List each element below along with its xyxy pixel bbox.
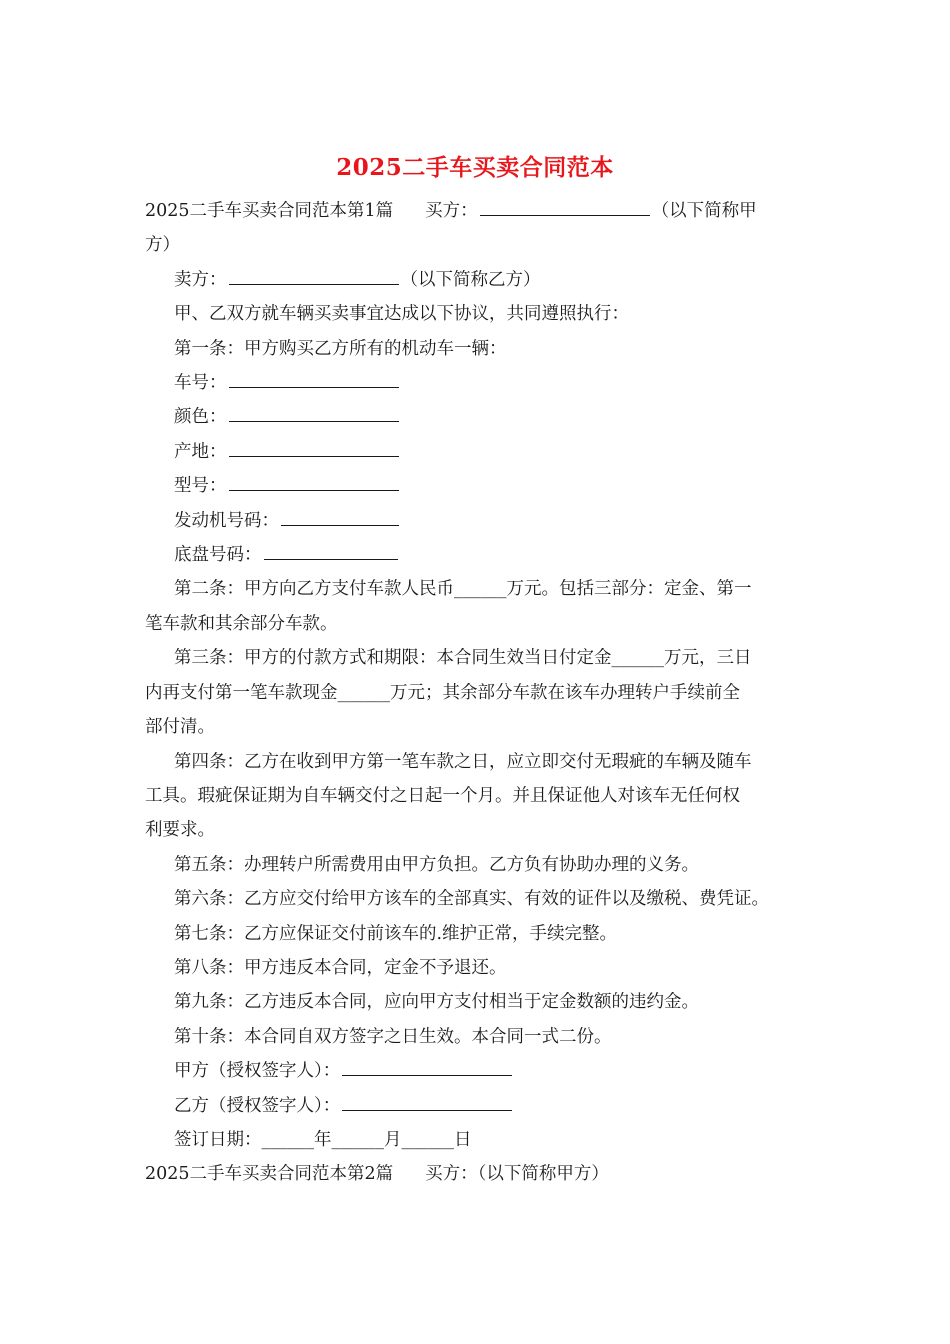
contract-line <box>145 366 820 400</box>
line-text: 产地： <box>174 441 227 462</box>
contract-line <box>145 813 820 847</box>
contract-line <box>145 263 820 297</box>
line-text: 部付清。 <box>145 717 215 738</box>
line-text: 第二条：甲方向乙方支付车款人民币______万元。包括三部分：定金、第一 <box>174 579 752 600</box>
contract-line <box>145 1020 820 1054</box>
contract-line <box>145 1054 820 1088</box>
contract-line <box>145 745 820 779</box>
line-text: 发动机号码： <box>174 510 279 531</box>
line-text: 第八条：甲方违反本合同，定金不予退还。 <box>174 957 507 978</box>
line-text: 卖方： <box>174 269 227 290</box>
contract-body <box>145 194 820 1192</box>
line-text: 第七条：乙方应保证交付前该车的.维护正常，手续完整。 <box>174 923 618 944</box>
contract-line <box>145 504 820 538</box>
contract-line <box>145 710 820 744</box>
contract-line <box>145 985 820 1019</box>
line-text: 笔车款和其余部分车款。 <box>145 613 338 634</box>
contract-line <box>145 572 820 606</box>
contract-line <box>145 400 820 434</box>
contract-line <box>145 882 820 916</box>
contract-line <box>145 1123 820 1157</box>
contract-line <box>145 848 820 882</box>
line-text: 第三条：甲方的付款方式和期限：本合同生效当日付定金______万元，三日 <box>174 648 752 669</box>
contract-line <box>145 641 820 675</box>
line-text: 型号： <box>174 476 227 497</box>
contract-line <box>145 297 820 331</box>
line-label: 买方： <box>425 1164 478 1185</box>
contract-line <box>145 469 820 503</box>
line-label: 买方： <box>425 201 478 221</box>
line-text: 2025二手车买卖合同范本第1篇 <box>145 201 394 221</box>
line-text: 乙方（授权签字人）： <box>174 1095 341 1116</box>
contract-line <box>145 779 820 813</box>
line-text: 签订日期：______年______月______日 <box>174 1129 472 1150</box>
line-text: 第九条：乙方违反本合同，应向甲方支付相当于定金数额的违约金。 <box>174 992 699 1013</box>
line-text: 车号： <box>174 373 227 394</box>
fill-in-blank <box>264 542 398 560</box>
document-title: 2025二手车买卖合同范本 <box>336 154 614 181</box>
fill-in-blank <box>229 370 399 388</box>
line-text: 内再支付第一笔车款现金______万元；其余部分车款在该车办理转户手续前全 <box>145 682 740 703</box>
contract-line <box>145 951 820 985</box>
contract-line <box>145 538 820 572</box>
line-suffix: （以下简称乙方） <box>400 269 541 290</box>
line-text: 第五条：办理转户所需费用由甲方负担。乙方负有协助办理的义务。 <box>174 854 699 875</box>
line-text: 底盘号码： <box>174 545 262 566</box>
line-text: 颜色： <box>174 407 227 428</box>
line-text: 2025二手车买卖合同范本第2篇 <box>145 1164 394 1185</box>
fill-in-blank <box>229 404 399 422</box>
line-text: 第一条：甲方购买乙方所有的机动车一辆： <box>174 338 507 359</box>
contract-line <box>145 435 820 469</box>
contract-line <box>145 607 820 641</box>
line-suffix: （以下简称甲方） <box>477 1164 609 1185</box>
contract-line <box>145 917 820 951</box>
fill-in-blank <box>229 267 399 285</box>
line-suffix: （以下简称甲 <box>651 201 757 221</box>
contract-line <box>145 1157 820 1191</box>
line-text: 甲、乙双方就车辆买卖事宜达成以下协议，共同遵照执行： <box>174 304 629 325</box>
fill-in-blank <box>229 473 399 491</box>
line-text: 第六条：乙方应交付给甲方该车的全部真实、有效的证件以及缴税、费凭证。 <box>174 889 769 910</box>
fill-in-blank <box>480 198 650 216</box>
line-text: 第十条：本合同自双方签字之日生效。本合同一式二份。 <box>174 1026 612 1047</box>
fill-in-blank <box>281 508 399 526</box>
contract-line <box>145 1089 820 1123</box>
line-text: 甲方（授权签字人）： <box>174 1061 341 1082</box>
line-text: 工具。瑕疵保证期为自车辆交付之日起一个月。并且保证他人对该车无任何权 <box>145 785 740 806</box>
fill-in-blank <box>229 439 399 457</box>
line-text: 第四条：乙方在收到甲方第一笔车款之日，应立即交付无瑕疵的车辆及随车 <box>174 751 752 772</box>
fill-in-blank <box>342 1058 512 1076</box>
contract-line <box>145 228 820 262</box>
contract-line <box>145 332 820 366</box>
line-text: 利要求。 <box>145 820 215 841</box>
fill-in-blank <box>342 1093 512 1111</box>
line-text: 方） <box>145 235 180 256</box>
contract-line <box>145 194 820 228</box>
contract-line <box>145 676 820 710</box>
